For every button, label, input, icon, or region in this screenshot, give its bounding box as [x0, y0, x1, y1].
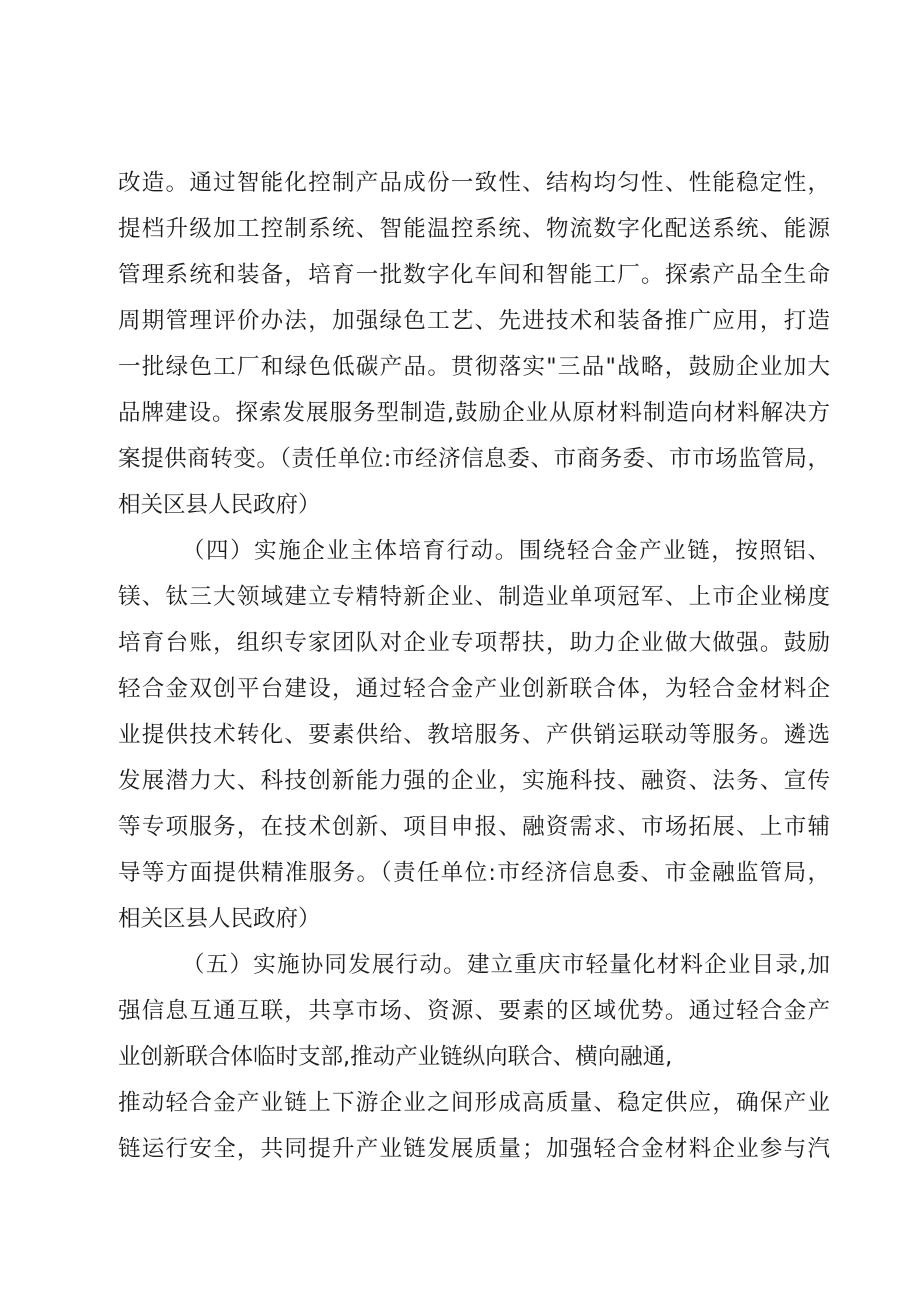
text-line: 等专项服务，在技术创新、项目申报、融资需求、市场拓展、上市辅 [118, 814, 830, 840]
text-line: 一批绿色工厂和绿色低碳产品。贯彻落实"三品"战略，鼓励企业加大 [118, 354, 830, 380]
text-line: 业提供技术转化、要素供给、教培服务、产供销运联动等服务。遴选 [118, 722, 830, 748]
text-line: 镁、钛三大领域建立专精特新企业、制造业单项冠军、上市企业梯度 [118, 584, 830, 610]
text-line: 管理系统和装备，培育一批数字化车间和智能工厂。探索产品全生命 [118, 262, 830, 288]
text-line: 相关区县人民政府） [118, 906, 321, 932]
section-heading-line: （五）实施协同发展行动。建立重庆市轻量化材料企业目录,加 [182, 952, 830, 978]
section-heading-line: （四）实施企业主体培育行动。围绕轻合金产业链，按照铝、 [182, 538, 830, 564]
document-body [118, 160, 830, 1172]
text-line: 推动轻合金产业链上下游企业之间形成高质量、稳定供应，确保产业 [118, 1090, 830, 1116]
text-line: 提档升级加工控制系统、智能温控系统、物流数字化配送系统、能源 [118, 216, 830, 242]
text-line: 培育台账，组织专家团队对企业专项帮扶，助力企业做大做强。鼓励 [118, 630, 830, 656]
text-line: 发展潜力大、科技创新能力强的企业，实施科技、融资、法务、宣传 [118, 768, 830, 794]
text-line: 业创新联合体临时支部,推动产业链纵向联合、横向融通, [118, 1044, 673, 1070]
text-line: 案提供商转变。（责任单位:市经济信息委、市商务委、市市场监管局， [118, 446, 830, 472]
text-line: 链运行安全，共同提升产业链发展质量；加强轻合金材料企业参与汽 [118, 1136, 830, 1162]
text-line: 导等方面提供精准服务。（责任单位:市经济信息委、市金融监管局， [118, 860, 830, 886]
text-line: 周期管理评价办法，加强绿色工艺、先进技术和装备推广应用，打造 [118, 308, 830, 334]
text-line: 强信息互通互联，共享市场、资源、要素的区域优势。通过轻合金产 [118, 998, 830, 1024]
text-line: 相关区县人民政府） [118, 492, 321, 518]
text-line: 品牌建设。探索发展服务型制造,鼓励企业从原材料制造向材料解决方 [118, 400, 830, 426]
text-line: 轻合金双创平台建设，通过轻合金产业创新联合体，为轻合金材料企 [118, 676, 830, 702]
text-line: 改造。通过智能化控制产品成份一致性、结构均匀性、性能稳定性， [118, 170, 830, 196]
